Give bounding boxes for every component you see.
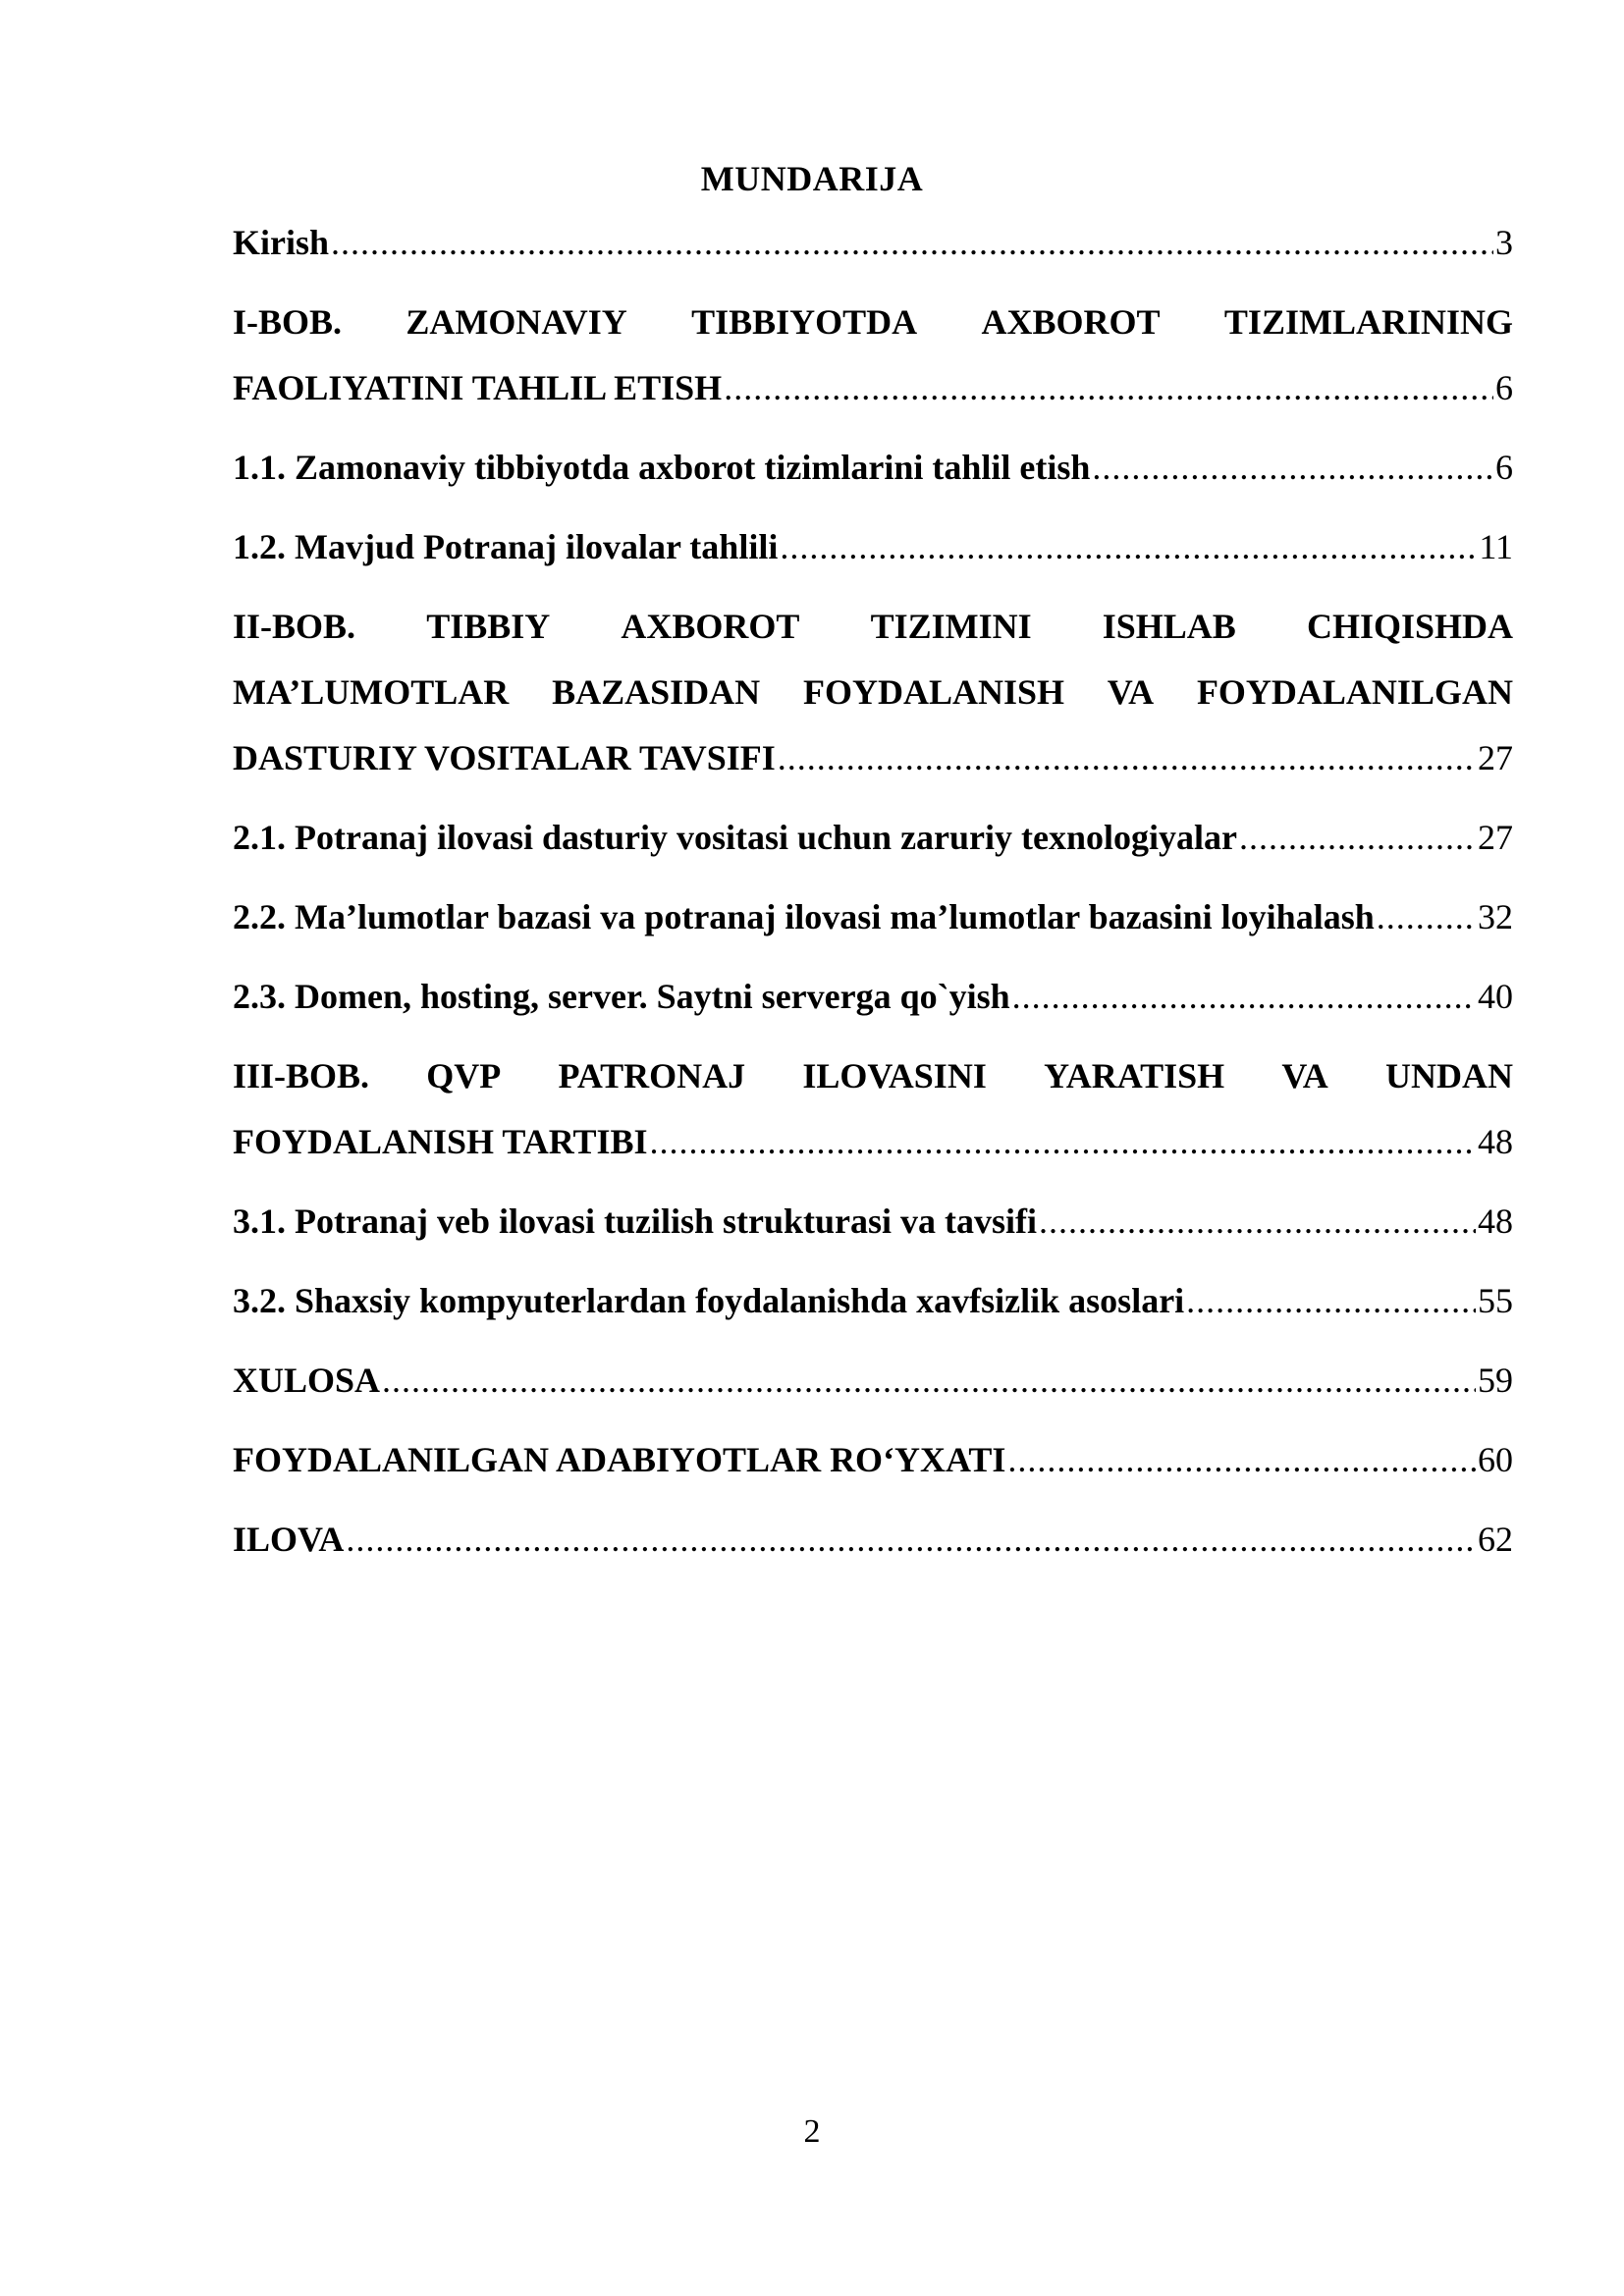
toc-entry-line	[233, 1109, 1513, 1175]
dot-leader	[331, 210, 1493, 276]
toc-entry-page-number: 3	[1495, 223, 1513, 262]
table-of-contents	[233, 210, 1513, 1586]
toc-entry-page-number: 6	[1495, 448, 1513, 487]
toc-entry-page-number: 32	[1478, 897, 1513, 936]
toc-entry-word: TIZIMLARINING	[1223, 302, 1513, 342]
toc-entry-word: UNDAN	[1384, 1056, 1513, 1095]
toc-entry-word: III-BOB.	[233, 1056, 370, 1095]
toc-entry-page-number: 55	[1478, 1281, 1513, 1320]
toc-entry-page-number: 48	[1478, 1122, 1513, 1161]
toc-entry-title: 1.2. Mavjud Potranaj ilovalar tahlili	[233, 527, 779, 566]
toc-entry-title: XULOSA	[233, 1361, 381, 1400]
toc-entry-word: AXBOROT	[981, 302, 1161, 342]
toc-entry[interactable]	[233, 805, 1513, 871]
dot-leader	[778, 725, 1476, 791]
toc-entry-word: BAZASIDAN	[552, 672, 761, 712]
toc-entry[interactable]	[233, 1427, 1513, 1493]
toc-entry-word: PATRONAJ	[558, 1056, 746, 1095]
toc-entry-title: 1.1. Zamonaviy tibbiyotda axborot tizimlarini tahlil etish	[233, 448, 1091, 487]
toc-entry-line	[233, 1427, 1513, 1493]
toc-entry-word: MA’LUMOTLAR	[233, 672, 510, 712]
toc-entry[interactable]	[233, 1268, 1513, 1334]
dot-leader	[382, 1348, 1476, 1414]
toc-entry-word: ISHLAB	[1102, 607, 1236, 646]
toc-entry-word: VA	[1281, 1056, 1328, 1095]
toc-entry-page-number: 60	[1478, 1440, 1513, 1479]
toc-heading: MUNDARIJA	[700, 159, 924, 198]
toc-entry-line	[233, 805, 1513, 871]
toc-entry-line	[233, 1268, 1513, 1334]
toc-entry-word: FOYDALANILGAN	[1196, 672, 1513, 712]
toc-entry-title-line	[233, 1043, 1513, 1109]
toc-entry-title-line	[233, 660, 1513, 725]
toc-entry[interactable]	[233, 290, 1513, 421]
toc-entry-line	[233, 1189, 1513, 1255]
page-number: 2	[803, 2113, 821, 2150]
dot-leader	[650, 1109, 1477, 1175]
toc-entry-page-number: 40	[1478, 977, 1513, 1016]
toc-entry-line	[233, 435, 1513, 501]
toc-entry-word: ZAMONAVIY	[406, 302, 627, 342]
toc-entry-title: 3.1. Potranaj veb ilovasi tuzilish strukturasi va tavsifi	[233, 1201, 1038, 1241]
toc-entry[interactable]	[233, 1189, 1513, 1255]
toc-entry-title: 2.1. Potranaj ilovasi dasturiy vositasi uchun zaruriy texnologiyalar	[233, 818, 1238, 857]
toc-entry-line	[233, 210, 1513, 276]
dot-leader	[724, 355, 1493, 421]
toc-entry-line	[233, 1348, 1513, 1414]
toc-entry-title-line	[233, 594, 1513, 660]
toc-entry-title: 2.2. Ma’lumotlar bazasi va potranaj ilovasi ma’lumotlar bazasini loyihalash	[233, 897, 1375, 936]
toc-entry-word: AXBOROT	[621, 607, 800, 646]
dot-leader	[1039, 1189, 1476, 1255]
toc-entry-page-number: 59	[1478, 1361, 1513, 1400]
dot-leader	[1239, 805, 1476, 871]
toc-entry[interactable]	[233, 1043, 1513, 1175]
toc-entry-word: TIBBIY	[426, 607, 551, 646]
toc-entry-page-number: 27	[1478, 818, 1513, 857]
toc-entry-word: I-BOB.	[233, 302, 343, 342]
toc-entry-page-number: 11	[1479, 527, 1513, 566]
dot-leader	[1186, 1268, 1476, 1334]
toc-entry-page-number: 6	[1495, 368, 1513, 407]
toc-entry-title: FAOLIYATINI TAHLIL ETISH	[233, 368, 723, 407]
toc-entry-title: DASTURIY VOSITALAR TAVSIFI	[233, 738, 776, 777]
toc-entry[interactable]	[233, 435, 1513, 501]
toc-entry-word: QVP	[426, 1056, 502, 1095]
toc-entry-title-line	[233, 290, 1513, 355]
toc-entry-page-number: 27	[1478, 738, 1513, 777]
dot-leader	[780, 514, 1477, 580]
toc-entry-title: FOYDALANISH TARTIBI	[233, 1122, 648, 1161]
toc-entry-title: ILOVA	[233, 1520, 345, 1559]
toc-entry-word: II-BOB.	[233, 607, 356, 646]
toc-entry[interactable]	[233, 964, 1513, 1030]
toc-entry-title: FOYDALANILGAN ADABIYOTLAR RO‘YXATI	[233, 1440, 1006, 1479]
toc-entry-word: VA	[1107, 672, 1155, 712]
toc-entry[interactable]	[233, 210, 1513, 276]
dot-leader	[1012, 964, 1476, 1030]
toc-entry-line	[233, 1507, 1513, 1573]
toc-entry-line	[233, 725, 1513, 791]
dot-leader	[1007, 1427, 1476, 1493]
toc-entry-word: CHIQISHDA	[1306, 607, 1513, 646]
toc-entry-title: 3.2. Shaxsiy kompyuterlardan foydalanishda xavfsizlik asoslari	[233, 1281, 1185, 1320]
toc-entry-line	[233, 884, 1513, 950]
toc-entry[interactable]	[233, 884, 1513, 950]
toc-entry-title: 2.3. Domen, hosting, server. Saytni serverga qo`yish	[233, 977, 1010, 1016]
toc-entry-word: TIBBIYOTDA	[691, 302, 918, 342]
toc-entry-title: Kirish	[233, 223, 330, 262]
toc-entry-line	[233, 514, 1513, 580]
toc-entry[interactable]	[233, 1348, 1513, 1414]
dot-leader	[1377, 884, 1476, 950]
toc-entry-word: TIZIMINI	[870, 607, 1032, 646]
dot-leader	[346, 1507, 1476, 1573]
toc-entry-word: ILOVASINI	[802, 1056, 987, 1095]
dot-leader	[1092, 435, 1493, 501]
toc-entry-word: YARATISH	[1044, 1056, 1225, 1095]
toc-entry-word: FOYDALANISH	[802, 672, 1064, 712]
toc-entry[interactable]	[233, 1507, 1513, 1573]
toc-entry-line	[233, 964, 1513, 1030]
toc-entry-page-number: 62	[1478, 1520, 1513, 1559]
toc-entry[interactable]	[233, 594, 1513, 791]
toc-entry-line	[233, 355, 1513, 421]
toc-entry-page-number: 48	[1478, 1201, 1513, 1241]
toc-entry[interactable]	[233, 514, 1513, 580]
